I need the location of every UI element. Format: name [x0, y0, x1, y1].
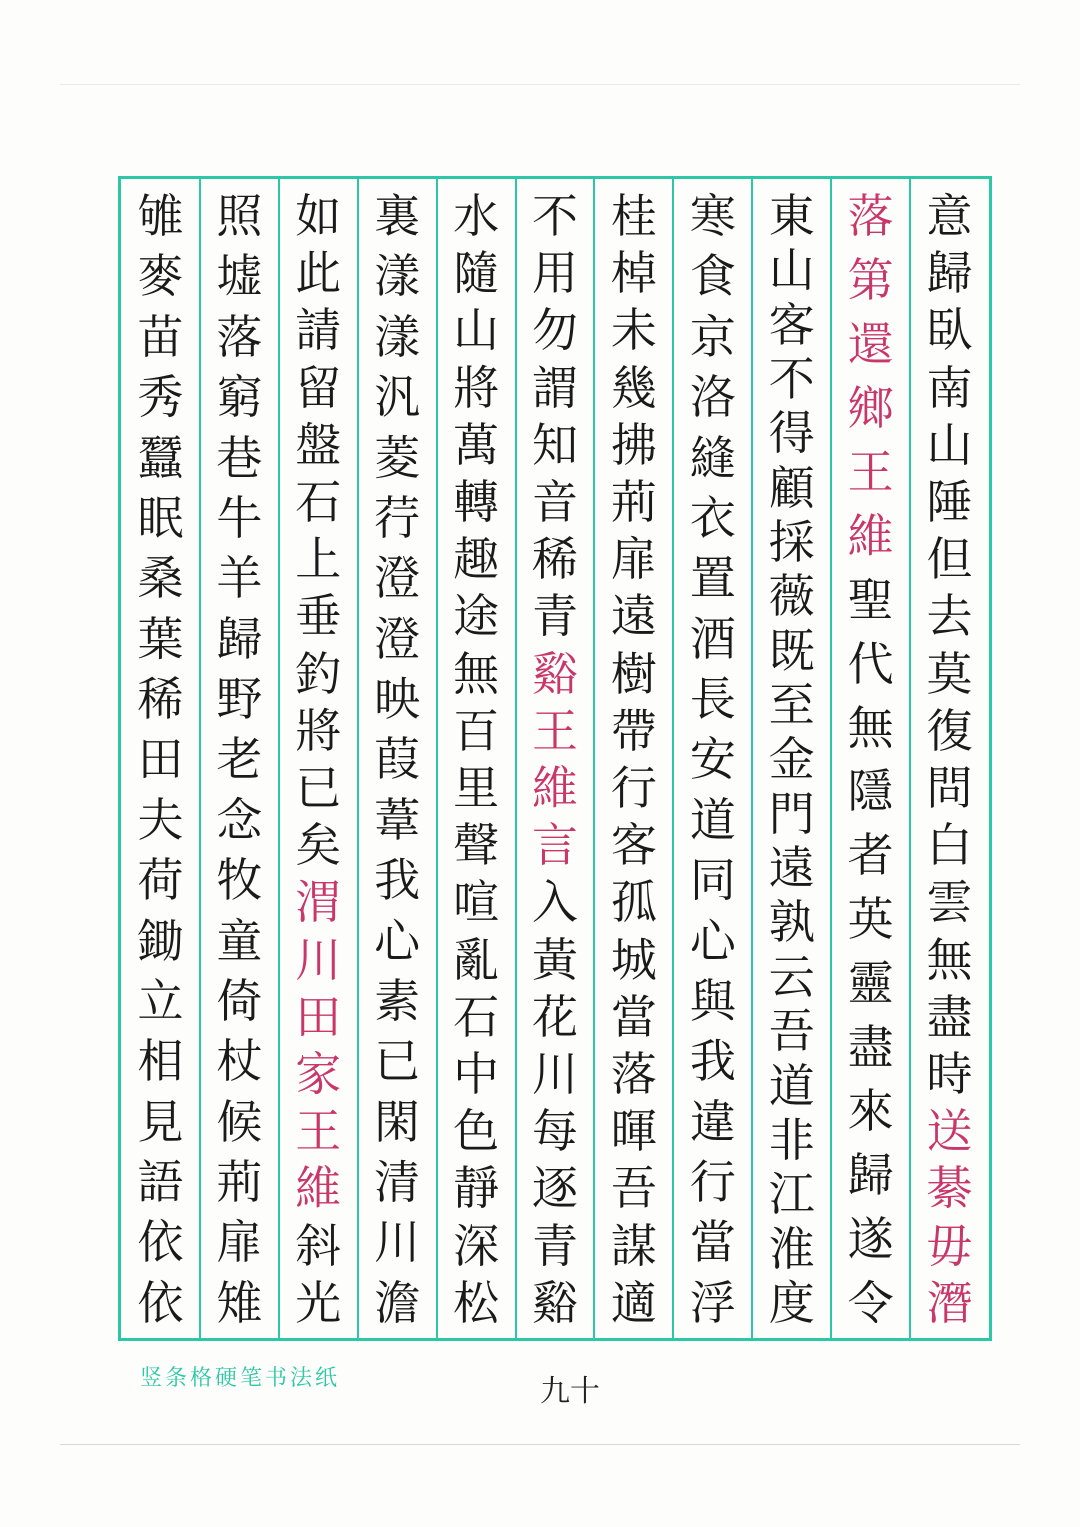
column-char: 維 — [295, 1161, 342, 1216]
column-char: 雊 — [137, 189, 184, 243]
column-char: 王 — [295, 1104, 342, 1159]
column-char: 門 — [768, 786, 815, 841]
column-char: 山 — [453, 303, 500, 358]
column-char: 行 — [689, 1155, 736, 1209]
column-char: 道 — [689, 792, 736, 847]
column-char: 盡 — [847, 1020, 894, 1075]
column-char: 老 — [216, 732, 263, 787]
column-char: 語 — [137, 1155, 184, 1209]
column-char: 我 — [689, 1034, 736, 1089]
title-char: 毋 — [926, 1218, 973, 1273]
column-char: 歸 — [216, 611, 263, 666]
column-char: 寒 — [689, 189, 736, 243]
column-char: 苗 — [137, 309, 184, 364]
column-char: 里 — [453, 761, 500, 816]
column-char: 鄉 — [847, 380, 894, 435]
column-char: 眠 — [137, 490, 184, 545]
text-column — [910, 179, 989, 1338]
column-char: 念 — [216, 792, 263, 847]
column-char: 澹 — [374, 1275, 421, 1330]
column-char: 此 — [295, 246, 342, 301]
column-char: 江 — [768, 1167, 815, 1222]
column-char: 至 — [768, 678, 815, 733]
column-char: 遂 — [847, 1212, 894, 1266]
column-char: 石 — [453, 989, 500, 1044]
column-char: 清 — [374, 1155, 421, 1209]
column-char: 山 — [926, 417, 973, 472]
column-char: 雲 — [926, 875, 973, 930]
column-char: 道 — [768, 1058, 815, 1113]
column-char: 吾 — [768, 1004, 815, 1059]
column-char: 青 — [531, 589, 578, 644]
column-char: 歸 — [847, 1148, 894, 1203]
column-char: 既 — [768, 623, 815, 678]
column-char: 云 — [768, 949, 815, 1004]
column-char: 度 — [768, 1275, 815, 1330]
column-char: 盤 — [295, 417, 342, 472]
column-char: 當 — [689, 1215, 736, 1270]
column-char: 上 — [295, 532, 342, 587]
column-char: 行 — [610, 761, 657, 816]
column-char: 菱 — [374, 430, 421, 485]
column-char: 漾 — [374, 309, 421, 364]
column-char: 維 — [847, 508, 894, 563]
column-char: 斜 — [295, 1218, 342, 1273]
column-char: 落 — [216, 309, 263, 364]
column-char: 深 — [453, 1218, 500, 1273]
column-char: 京 — [689, 309, 736, 364]
column-char: 將 — [453, 360, 500, 415]
column-char: 知 — [531, 417, 578, 472]
column-char: 葉 — [137, 611, 184, 666]
column-char: 帶 — [610, 703, 657, 758]
column-char: 適 — [610, 1275, 657, 1330]
column-char: 渭 — [295, 875, 342, 930]
column-char: 釣 — [295, 646, 342, 701]
column-char: 隱 — [847, 764, 894, 819]
column-char: 裏 — [374, 189, 421, 243]
column-char: 聲 — [453, 818, 500, 873]
column-char: 洛 — [689, 370, 736, 425]
column-char: 孰 — [768, 895, 815, 950]
column-char: 葦 — [374, 792, 421, 847]
column-char: 麥 — [137, 249, 184, 304]
title-char: 潛 — [926, 1275, 973, 1330]
column-char: 落 — [847, 189, 894, 243]
column-char: 每 — [531, 1104, 578, 1159]
column-char: 將 — [295, 703, 342, 758]
column-char: 稀 — [137, 672, 184, 726]
top-rule — [60, 84, 1020, 85]
column-char: 無 — [847, 700, 894, 755]
column-char: 金 — [768, 732, 815, 787]
page-number: 九十 — [540, 1374, 600, 1409]
column-char: 勿 — [531, 303, 578, 358]
column-char: 用 — [531, 246, 578, 301]
column-char: 田 — [137, 732, 184, 787]
column-char: 遠 — [768, 841, 815, 896]
title-char: 綦 — [926, 1161, 973, 1216]
column-char: 我 — [374, 853, 421, 908]
column-char: 入 — [531, 875, 578, 930]
column-char: 澄 — [374, 551, 421, 606]
column-char: 桑 — [137, 551, 184, 606]
text-column — [437, 179, 516, 1338]
column-char: 落 — [610, 1047, 657, 1102]
column-char: 花 — [531, 989, 578, 1044]
column-char: 復 — [926, 703, 973, 758]
text-column — [358, 179, 437, 1338]
column-char: 羊 — [216, 551, 263, 606]
column-char: 衣 — [689, 490, 736, 545]
column-char: 途 — [453, 589, 500, 644]
text-column — [673, 179, 752, 1338]
column-char: 牛 — [216, 490, 263, 545]
column-char: 心 — [374, 913, 421, 968]
column-char: 牧 — [216, 853, 263, 908]
column-char: 澄 — [374, 611, 421, 666]
column-char: 杖 — [216, 1034, 263, 1089]
column-char: 東 — [768, 189, 815, 243]
column-char: 棹 — [610, 246, 657, 301]
column-char: 黃 — [531, 932, 578, 987]
column-char: 者 — [847, 828, 894, 883]
column-char: 臥 — [926, 303, 973, 358]
column-char: 得 — [768, 406, 815, 461]
column-char: 映 — [374, 672, 421, 726]
column-char: 薇 — [768, 569, 815, 624]
column-char: 依 — [137, 1215, 184, 1270]
column-char: 荊 — [610, 475, 657, 530]
column-char: 荷 — [137, 853, 184, 908]
column-char: 照 — [216, 189, 263, 243]
column-char: 隨 — [453, 246, 500, 301]
column-char: 拂 — [610, 417, 657, 472]
column-char: 荊 — [216, 1155, 263, 1209]
column-char: 浮 — [689, 1275, 736, 1330]
text-column — [121, 179, 200, 1338]
column-char: 趣 — [453, 532, 500, 587]
column-char: 已 — [295, 761, 342, 816]
column-char: 王 — [531, 703, 578, 758]
column-char: 代 — [847, 636, 894, 691]
column-char: 謀 — [610, 1218, 657, 1273]
column-char: 幾 — [610, 360, 657, 415]
title-char: 送 — [926, 1104, 973, 1159]
column-char: 盡 — [926, 989, 973, 1044]
column-char: 去 — [926, 589, 973, 644]
column-char: 汎 — [374, 370, 421, 425]
column-char: 松 — [453, 1275, 500, 1330]
column-char: 違 — [689, 1094, 736, 1149]
column-char: 童 — [216, 913, 263, 968]
column-char: 逐 — [531, 1161, 578, 1216]
column-char: 不 — [531, 189, 578, 243]
column-char: 吾 — [610, 1161, 657, 1216]
column-char: 言 — [531, 818, 578, 873]
column-char: 閑 — [374, 1094, 421, 1149]
text-column — [594, 179, 673, 1338]
column-char: 未 — [610, 303, 657, 358]
column-char: 見 — [137, 1094, 184, 1149]
column-char: 巷 — [216, 430, 263, 485]
column-char: 扉 — [216, 1215, 263, 1270]
column-char: 鋤 — [137, 913, 184, 968]
column-char: 留 — [295, 360, 342, 415]
bottom-rule — [60, 1444, 1020, 1445]
column-char: 川 — [374, 1215, 421, 1270]
column-char: 縫 — [689, 430, 736, 485]
column-char: 無 — [926, 932, 973, 987]
column-char: 與 — [689, 973, 736, 1028]
column-char: 色 — [453, 1104, 500, 1159]
column-char: 置 — [689, 551, 736, 606]
column-char: 桂 — [610, 189, 657, 243]
paper-label: 竖条格硬笔书法纸 — [140, 1366, 341, 1391]
column-char: 請 — [295, 303, 342, 358]
column-char: 令 — [847, 1275, 894, 1330]
column-char: 安 — [689, 732, 736, 787]
column-char: 川 — [295, 932, 342, 987]
column-char: 聖 — [847, 572, 894, 627]
column-char: 石 — [295, 475, 342, 530]
column-char: 稀 — [531, 532, 578, 587]
column-char: 依 — [137, 1275, 184, 1330]
column-char: 萬 — [453, 417, 500, 472]
column-char: 暉 — [610, 1104, 657, 1159]
column-char: 心 — [689, 913, 736, 968]
column-char: 扉 — [610, 532, 657, 587]
column-char: 窮 — [216, 370, 263, 425]
column-char: 青 — [531, 1218, 578, 1273]
column-char: 客 — [610, 818, 657, 873]
column-char: 漾 — [374, 249, 421, 304]
column-char: 谿 — [531, 1275, 578, 1330]
vertical-grid — [118, 176, 992, 1341]
text-column — [279, 179, 358, 1338]
column-char: 樹 — [610, 646, 657, 701]
column-char: 同 — [689, 853, 736, 908]
column-char: 川 — [531, 1047, 578, 1102]
column-char: 候 — [216, 1094, 263, 1149]
column-char: 遠 — [610, 589, 657, 644]
column-char: 第 — [847, 252, 894, 307]
column-char: 客 — [768, 297, 815, 352]
column-char: 素 — [374, 973, 421, 1028]
column-char: 田 — [295, 989, 342, 1044]
column-char: 意 — [926, 189, 973, 243]
column-char: 矣 — [295, 818, 342, 873]
column-char: 墟 — [216, 249, 263, 304]
column-char: 白 — [926, 818, 973, 873]
column-char: 當 — [610, 989, 657, 1044]
column-char: 陲 — [926, 475, 973, 530]
column-char: 夫 — [137, 792, 184, 847]
column-char: 垂 — [295, 589, 342, 644]
column-char: 長 — [689, 672, 736, 726]
column-char: 蠶 — [137, 430, 184, 485]
column-char: 相 — [137, 1034, 184, 1089]
column-char: 英 — [847, 892, 894, 947]
column-char: 但 — [926, 532, 973, 587]
column-char: 如 — [295, 189, 342, 243]
column-char: 靈 — [847, 956, 894, 1011]
column-char: 谿 — [531, 646, 578, 701]
column-char: 家 — [295, 1047, 342, 1102]
text-column — [831, 179, 910, 1338]
column-char: 謂 — [531, 360, 578, 415]
text-column — [200, 179, 279, 1338]
column-char: 水 — [453, 189, 500, 243]
column-char: 淮 — [768, 1221, 815, 1276]
column-char: 喧 — [453, 875, 500, 930]
column-char: 倚 — [216, 973, 263, 1028]
column-char: 光 — [295, 1275, 342, 1330]
column-char: 南 — [926, 360, 973, 415]
column-char: 野 — [216, 672, 263, 726]
column-char: 靜 — [453, 1161, 500, 1216]
column-char: 王 — [847, 444, 894, 499]
column-char: 音 — [531, 475, 578, 530]
column-char: 維 — [531, 761, 578, 816]
column-char: 山 — [768, 243, 815, 298]
column-char: 無 — [453, 646, 500, 701]
column-char: 食 — [689, 249, 736, 304]
text-column — [752, 179, 831, 1338]
column-char: 還 — [847, 316, 894, 371]
column-char: 歸 — [926, 246, 973, 301]
column-char: 亂 — [453, 932, 500, 987]
column-char: 城 — [610, 932, 657, 987]
column-char: 葭 — [374, 732, 421, 787]
column-char: 來 — [847, 1084, 894, 1139]
column-char: 荇 — [374, 490, 421, 545]
column-char: 立 — [137, 973, 184, 1028]
column-char: 顧 — [768, 460, 815, 515]
column-char: 時 — [926, 1047, 973, 1102]
column-char: 百 — [453, 703, 500, 758]
column-char: 已 — [374, 1034, 421, 1089]
column-char: 秀 — [137, 370, 184, 425]
column-char: 非 — [768, 1112, 815, 1167]
column-char: 莫 — [926, 646, 973, 701]
text-column — [516, 179, 595, 1338]
column-char: 採 — [768, 515, 815, 570]
column-char: 孤 — [610, 875, 657, 930]
column-char: 酒 — [689, 611, 736, 666]
column-char: 雉 — [216, 1275, 263, 1330]
column-char: 不 — [768, 352, 815, 407]
column-char: 問 — [926, 761, 973, 816]
column-char: 轉 — [453, 475, 500, 530]
column-char: 中 — [453, 1047, 500, 1102]
